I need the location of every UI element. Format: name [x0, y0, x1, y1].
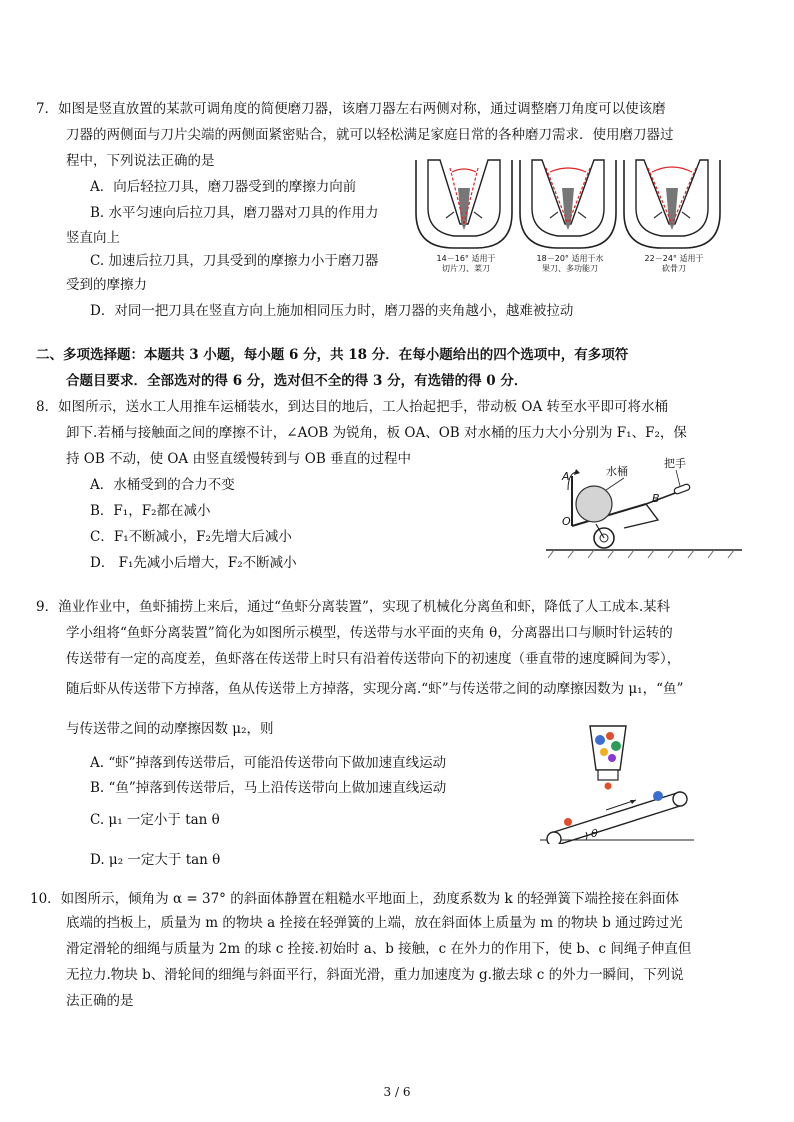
q10-line-4: 无拉力.物块 b、滑轮间的细绳与斜面平行，斜面光滑，重力加速度为 g.撤去球 c 的外力一瞬间，下列说 — [66, 967, 684, 983]
q8-label-b: B — [652, 492, 660, 505]
q7-line-2: 刀器的两侧面与刀片尖端的两侧面紧密贴合，就可以轻松满足家庭日常的各种磨刀需求．使用磨刀器过 — [66, 127, 674, 143]
q8-line-2: 卸下.若桶与接触面之间的摩擦不计，∠AOB 为锐角，板 OA、OB 对水桶的压力大小分别为 F₁、F₂，保 — [66, 425, 687, 441]
q9-line-4: 随后虾从传送带下方掉落，鱼从传送带上方掉落，实现分离.“虾”与传送带之间的动摩擦因数为 μ₁，“鱼” — [66, 681, 684, 697]
q7-option-c: C. 加速后拉刀具，刀具受到的摩擦力小于磨刀器 — [90, 253, 379, 269]
q7-option-d: D．对同一把刀具在竖直方向上施加相同压力时，磨刀器的夹角越小，越难被拉动 — [90, 303, 574, 319]
q9-option-b: B. “鱼”掉落到传送带后，马上沿传送带向上做加速直线运动 — [90, 780, 447, 796]
q7-option-c-cont: 受到的摩擦力 — [66, 277, 147, 293]
q9-line-3: 传送带有一定的高度差，鱼虾落在传送带上时只有沿着传送带向下的初速度（垂直带的速度瞬间为零）， — [66, 651, 681, 667]
q8-label-bucket: 水桶 — [606, 465, 628, 478]
q8-line-1: 8．如图所示，送水工人用推车运桶装水，到达目的地后，工人抬起把手，带动板 OA 转至水平即可将水桶 — [36, 399, 668, 415]
q7-line-3: 程中，下列说法正确的是 — [66, 153, 215, 169]
q8-label-handle: 把手 — [664, 457, 686, 470]
q10-line-5: 法正确的是 — [66, 993, 134, 1009]
q9-option-d: D. μ₂ 一定大于 tan θ — [90, 852, 221, 868]
q7-caption-1-line-1: 14－16° 适用于 — [436, 254, 496, 263]
q9-conveyor-figure — [540, 722, 698, 844]
q8-option-b: B．F₁，F₂都在减小 — [90, 503, 211, 519]
q8-option-c: C．F₁不断减小，F₂先增大后减小 — [90, 529, 292, 545]
q7-caption-3-line-1: 22－24° 适用于 — [644, 254, 704, 263]
q7-sharpener-figure — [414, 158, 726, 262]
q7-caption-2 — [518, 254, 622, 274]
q8-option-d: D． F₁先减小后增大，F₂不断减小 — [90, 555, 297, 571]
q9-theta-label: θ — [591, 827, 598, 840]
q7-option-a: A．向后轻拉刀具，磨刀器受到的摩擦力向前 — [90, 179, 357, 195]
q7-option-b: B. 水平匀速向后拉刀具，磨刀器对刀具的作用力 — [90, 205, 379, 221]
q8-label-o: O — [562, 515, 571, 528]
page-number: 3 / 6 — [383, 1085, 411, 1099]
q7-caption-3 — [622, 254, 726, 274]
q8-label-a: A — [562, 470, 570, 483]
section-2-heading-line-1: 二、多项选择题：本题共 3 小题，每小题 6 分，共 18 分．在每小题给出的四个选项中，有多项符 — [36, 347, 629, 363]
q8-line-3: 持 OB 不动，使 OA 由竖直缓慢转到与 OB 垂直的过程中 — [66, 451, 412, 467]
q10-line-1: 10．如图所示，倾角为 α = 37° 的斜面体静置在粗糙水平地面上，劲度系数为 k 的轻弹簧下端拴接在斜面体 — [30, 891, 679, 907]
q10-line-2: 底端的挡板上，质量为 m 的物块 a 拴接在轻弹簧的上端，放在斜面体上质量为 m 的物块 b 通过跨过光 — [66, 915, 683, 931]
q7-caption-2-line-2: 果刀、多功能刀 — [542, 264, 598, 273]
q9-line-1: 9．渔业作业中，鱼虾捕捞上来后，通过“鱼虾分离装置”，实现了机械化分离鱼和虾，降低了人工成本.某科 — [36, 599, 671, 615]
q9-option-a: A. “虾”掉落到传送带后，可能沿传送带向下做加速直线运动 — [90, 755, 447, 771]
q8-cart-figure — [546, 450, 746, 562]
q7-caption-1-line-2: 切片刀、菜刀 — [442, 264, 490, 273]
q9-line-2: 学小组将“鱼虾分离装置”简化为如图所示模型，传送带与水平面的夹角 θ，分离器出口与顺时针运转的 — [66, 625, 673, 641]
q7-option-b-cont: 竖直向上 — [66, 230, 120, 246]
section-2-heading-line-2: 合题目要求．全部选对的得 6 分，选对但不全的得 3 分，有选错的得 0 分． — [66, 373, 528, 389]
q9-line-5: 与传送带之间的动摩擦因数 μ₂，则 — [66, 721, 274, 737]
q7-caption-2-line-1: 18－20° 适用于水 — [536, 254, 604, 263]
q7-caption-1 — [414, 254, 518, 274]
q10-line-3: 滑定滑轮的细绳与质量为 2m 的球 c 拴接.初始时 a、b 接触，c 在外力的作用下，使 b、c 间绳子伸直但 — [66, 941, 692, 957]
q9-option-c: C. μ₁ 一定小于 tan θ — [90, 812, 220, 828]
q7-caption-3-line-2: 砍骨刀 — [662, 264, 686, 273]
q7-line-1: 7．如图是竖直放置的某款可调角度的简便磨刀器，该磨刀器左右两侧对称，通过调整磨刀角度可以使该磨 — [36, 101, 666, 117]
q8-option-a: A．水桶受到的合力不变 — [90, 477, 235, 493]
